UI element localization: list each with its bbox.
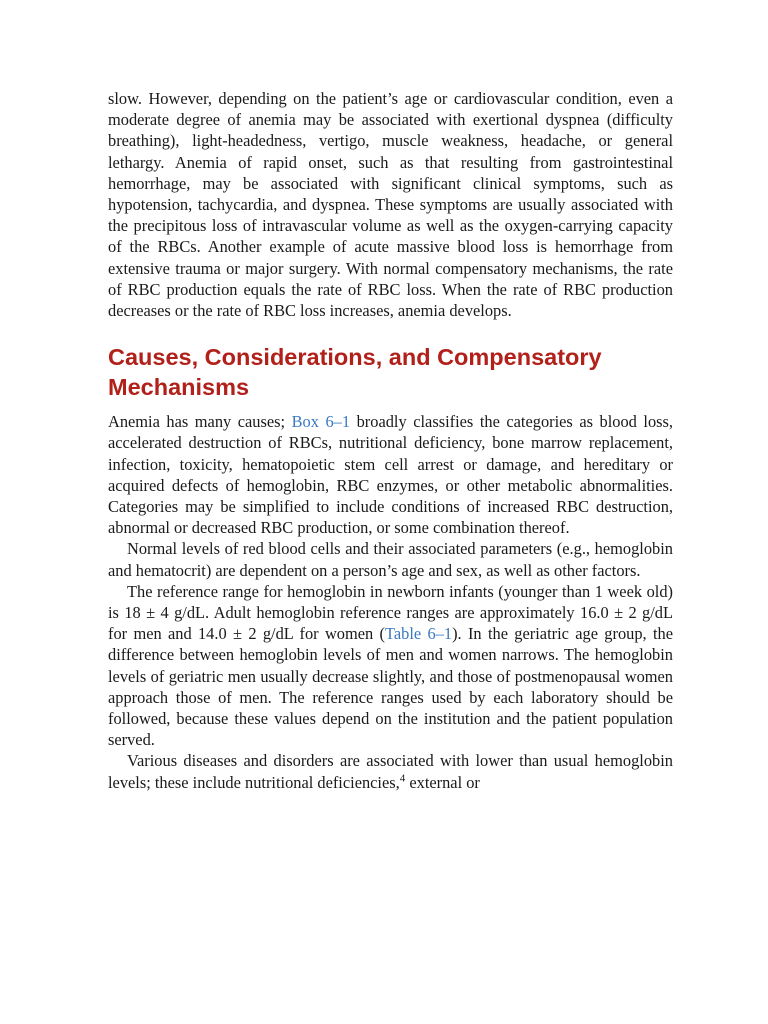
body-paragraph: slow. However, depending on the patient’s age or cardiovascular condition, even a moderate degree of anemia may be associated with exertional dyspnea (difficulty breathing), light-headedness, vertigo, muscle weakness, headache, or general lethargy. Anemia of rapid onset, such as that resulting from gastrointestinal hemorrhage, may be associated with significant clinical symptoms, such as hypotension, tachycardia, and dyspnea. These symptoms are usually associated with the precipitous loss of intravascular volume as well as the oxygen-carrying capacity of the RBCs. Another example of acute massive blood loss is hemorrhage from extensive trauma or major surgery. With normal compensatory mechanisms, the rate of RBC production equals the rate of RBC loss. When the rate of RBC production decreases or the rate of RBC loss increases, anemia develops. <box>108 89 673 321</box>
paragraph-text: Various diseases and disorders are associated with lower than usual hemoglobin levels; these include nutritional deficiencies, <box>108 751 673 792</box>
paragraph-text: broadly classifies the categories as blood loss, accelerated destruction of RBCs, nutritional deficiency, bone marrow replacement, infection, toxicity, hematopoietic stem cell arrest or damage, and hereditary or acquired defects of hemoglobin, RBC enzymes, or other metabolic abnormalities. Categories may be simplified to include conditions of increased RBC destruction, abnormal or decreased RBC production, or some combination thereof. <box>108 412 674 538</box>
body-paragraph <box>108 411 673 538</box>
body-paragraph <box>108 581 673 751</box>
reference-superscript: 4 <box>399 772 406 785</box>
paragraph-text: The reference range for hemoglobin in newborn infants (younger than 1 week old) is 18 ± 4 g/dL. Adult hemoglobin reference ranges are approximately 16.0 ± 2 g/dL for men and 14.0 ± 2 g/dL for women ( <box>108 581 673 644</box>
section-heading: Causes, Considerations, and Compensatory Mechanisms <box>108 344 602 401</box>
paragraph-text: external or <box>405 772 480 792</box>
box-6-1-link[interactable]: Box 6–1 <box>291 412 351 432</box>
body-paragraph <box>108 750 673 792</box>
paragraph-text: ). In the geriatric age group, the difference between hemoglobin levels of men and women narrows. The hemoglobin levels of geriatric men usually decrease slightly, and those of postmenopausal women approach those of men. The reference ranges used by each laboratory should be followed, because these values depend on the institution and the patient population served. <box>108 624 674 750</box>
paragraph-text: Anemia has many causes; <box>108 412 292 432</box>
document-page <box>108 88 673 793</box>
table-6-1-link[interactable]: Table 6–1 <box>385 624 453 644</box>
body-paragraph: Normal levels of red blood cells and their associated parameters (e.g., hemoglobin and hematocrit) are dependent on a person’s age and sex, as well as other factors. <box>108 539 673 580</box>
